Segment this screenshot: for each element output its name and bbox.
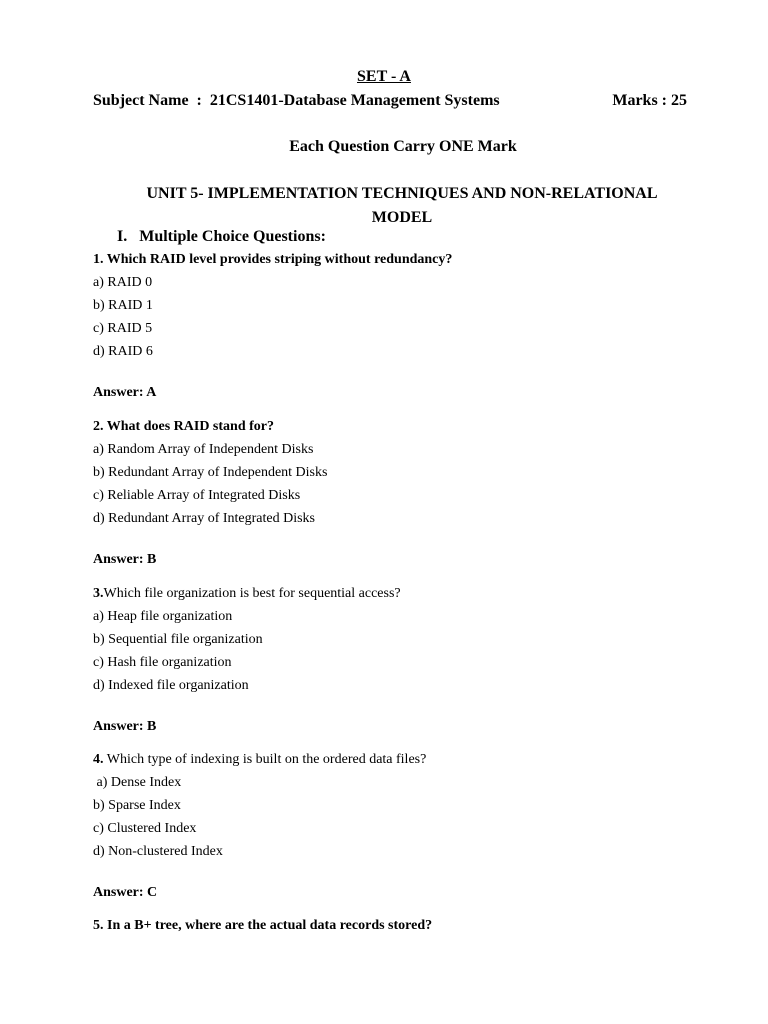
option-d: d) RAID 6 [93, 344, 153, 359]
set-title: SET - A [357, 68, 411, 85]
option-a: a) Heap file organization [93, 609, 233, 624]
question-5 [93, 917, 713, 940]
option-b: b) RAID 1 [93, 298, 153, 313]
option-c: c) RAID 5 [93, 321, 153, 336]
question-text [93, 251, 713, 274]
answer: Answer: A [93, 385, 157, 400]
answer: Answer: C [93, 885, 158, 900]
option-c: c) Hash file organization [93, 655, 232, 670]
question-body: Which type of indexing is built on the ordered data files? [106, 752, 427, 767]
option-b: b) Redundant Array of Independent Disks [93, 465, 328, 480]
question-4 [93, 751, 713, 902]
question-body: Which RAID level provides striping without redundancy? [106, 252, 453, 267]
question-number: 4. [93, 752, 104, 767]
question-body: Which file organization is best for sequential access? [103, 586, 401, 601]
answer: Answer: B [93, 719, 157, 734]
question-text [93, 585, 713, 608]
option-b: b) Sequential file organization [93, 632, 263, 647]
question-text [93, 751, 713, 774]
option-b: b) Sparse Index [93, 798, 181, 813]
unit-title-line-2: MODEL [371, 209, 433, 226]
option-a: a) Random Array of Independent Disks [93, 442, 314, 457]
question-1 [93, 251, 713, 402]
marks: Marks : 25 [612, 92, 687, 109]
subject-name: Subject Name : 21CS1401-Database Management Systems [93, 92, 500, 109]
question-text [93, 418, 713, 441]
unit-title-line-1: UNIT 5- IMPLEMENTATION TECHNIQUES AND NON-RELATIONAL [146, 185, 658, 202]
option-d: d) Indexed file organization [93, 678, 249, 693]
option-d: d) Redundant Array of Integrated Disks [93, 511, 315, 526]
question-number: 1. [93, 252, 104, 267]
section-heading: Multiple Choice Questions: [139, 228, 326, 245]
question-body: What does RAID stand for? [106, 419, 274, 434]
question-body: In a B+ tree, where are the actual data records stored? [107, 918, 433, 933]
question-2 [93, 418, 713, 569]
option-c: c) Clustered Index [93, 821, 197, 836]
option-c: c) Reliable Array of Integrated Disks [93, 488, 301, 503]
option-d: d) Non-clustered Index [93, 844, 223, 859]
question-number: 3. [93, 586, 104, 601]
marks-note: Each Question Carry ONE Mark [289, 138, 517, 155]
unit-title [100, 182, 704, 230]
question-number: 2. [93, 419, 104, 434]
question-text [93, 917, 713, 940]
section-title [117, 228, 326, 246]
question-3 [93, 585, 713, 736]
option-a: a) Dense Index [93, 775, 182, 790]
section-number: I. [117, 228, 128, 245]
subject-line [93, 92, 687, 110]
answer: Answer: B [93, 552, 157, 567]
question-number: 5. [93, 918, 104, 933]
option-a: a) RAID 0 [93, 275, 153, 290]
